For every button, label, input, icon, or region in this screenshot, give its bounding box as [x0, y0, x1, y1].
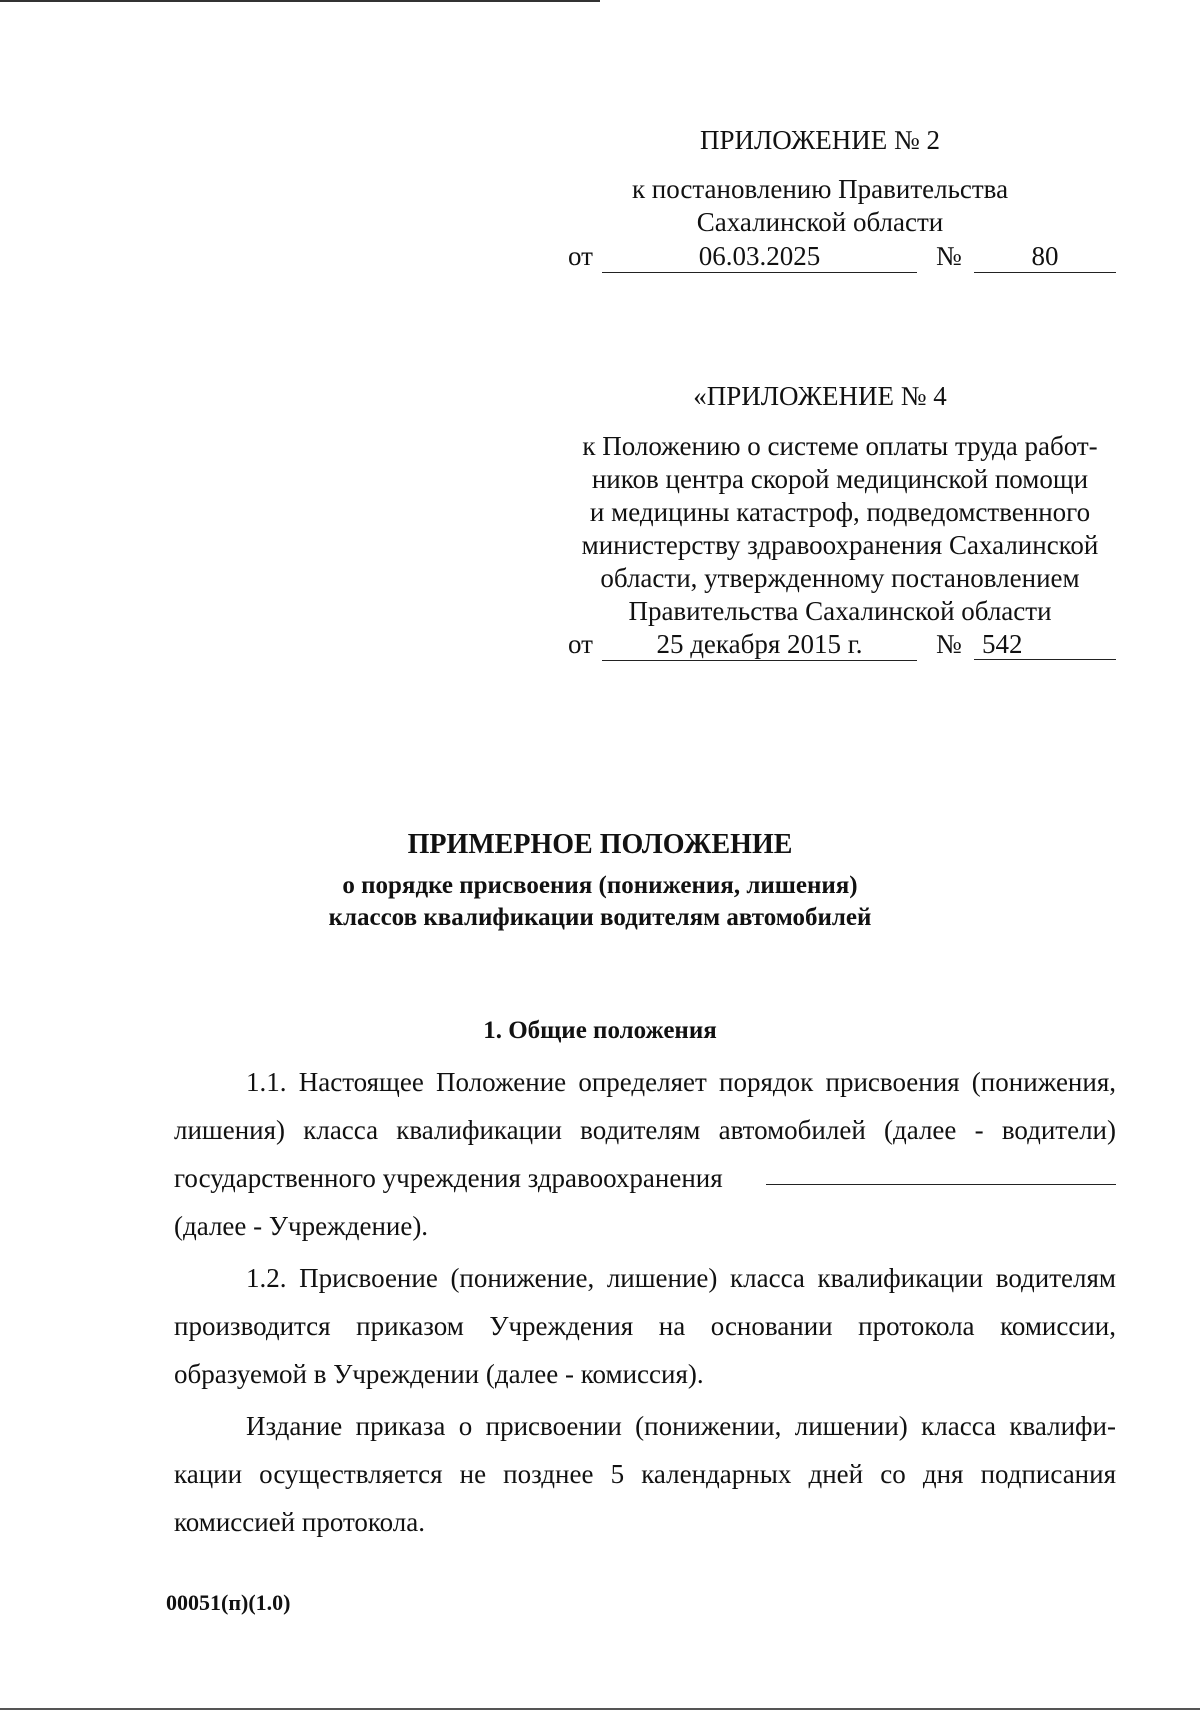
- section-title: 1. Общие положения: [483, 1017, 717, 1044]
- annex4-line: области, утвержденному постановлением: [600, 563, 1080, 593]
- annex2-title: ПРИЛОЖЕНИЕ № 2: [699, 125, 941, 155]
- paragraph-3-line: Издание приказа о присвоении (понижении, лишении) класса квалифи-: [246, 1411, 1116, 1441]
- paragraph-3-line: комиссией протокола.: [174, 1507, 426, 1537]
- document-title: ПРИМЕРНОЕ ПОЛОЖЕНИЕ: [407, 829, 793, 860]
- paragraph-3-line: кации осуществляется не позднее 5 календарных дней со дня подписания: [174, 1459, 1116, 1489]
- institution-name-blank: [766, 1162, 1116, 1185]
- annex4-line: Правительства Сахалинской области: [628, 596, 1052, 626]
- paragraph-1-1-line-text: государственного учреждения здравоохранения: [174, 1163, 723, 1193]
- paragraph-1-1-line: лишения) класса квалификации водителям автомобилей (далее - водители): [174, 1115, 1116, 1145]
- annex4-no-label: №: [936, 629, 962, 659]
- document-subtitle-2: классов квалификации водителям автомобилей: [328, 904, 872, 931]
- annex4-line: ников центра скорой медицинской помощи: [591, 464, 1089, 494]
- annex4-date: 25 декабря 2015 г.: [602, 628, 917, 661]
- annex4-title: «ПРИЛОЖЕНИЕ № 4: [693, 381, 947, 411]
- annex4-number: 542: [974, 628, 1116, 660]
- annex4-line: и медицины катастроф, подведомственного: [589, 497, 1091, 527]
- annex2-date: 06.03.2025: [602, 240, 917, 273]
- annex4-date-row: [568, 628, 1116, 662]
- annex4-line: министерству здравоохранения Сахалинской: [581, 530, 1099, 560]
- annex2-line1: к постановлению Правительства: [631, 174, 1009, 204]
- annex4-ot-label: от: [568, 629, 593, 659]
- paragraph-1-2-line: производится приказом Учреждения на основании протокола комиссии,: [174, 1311, 1116, 1341]
- annex4-line: к Положению о системе оплаты труда работ-: [582, 431, 1098, 461]
- paragraph-1-1-line: (далее - Учреждение).: [174, 1211, 429, 1241]
- paragraph-1-1-line: 1.1. Настоящее Положение определяет порядок присвоения (понижения,: [246, 1067, 1116, 1097]
- annex2-line2: Сахалинской области: [696, 207, 944, 237]
- annex2-date-row: [568, 240, 1116, 274]
- document-code: 00051(п)(1.0): [166, 1590, 291, 1615]
- annex2-ot-label: от: [568, 241, 593, 271]
- paragraph-1-2-line: 1.2. Присвоение (понижение, лишение) класса квалификации водителям: [246, 1263, 1116, 1293]
- annex2-number: 80: [974, 240, 1116, 273]
- annex2-no-label: №: [936, 241, 962, 271]
- paragraph-1-2-line: образуемой в Учреждении (далее - комиссия).: [174, 1359, 704, 1389]
- paragraph-1-1-line-with-blank: [174, 1162, 1116, 1194]
- document-subtitle-1: о порядке присвоения (понижения, лишения): [342, 872, 858, 899]
- scan-top-rule: [0, 0, 600, 2]
